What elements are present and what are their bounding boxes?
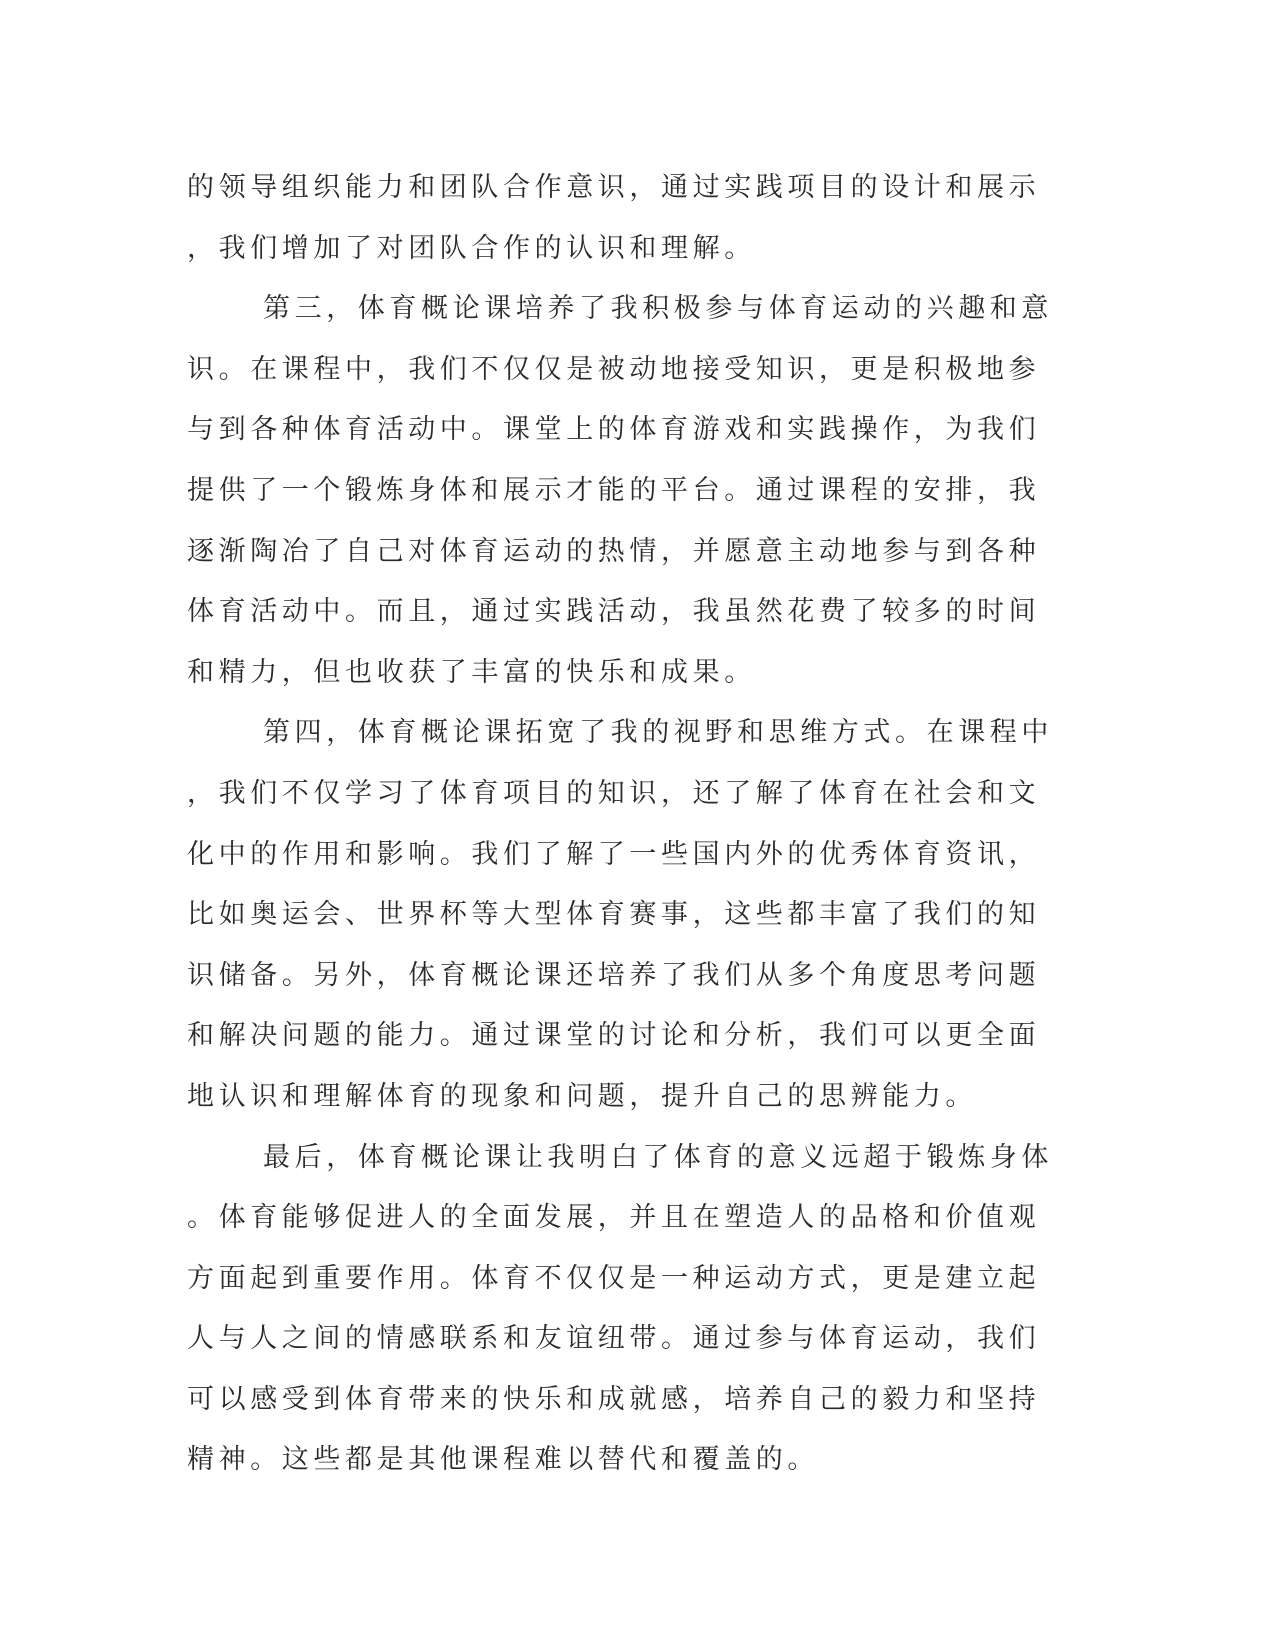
paragraph-fourth-point: 第四，体育概论课拓宽了我的视野和思维方式。在课程中，我们不仅学习了体育项目的知识，还了解了体育在社会和文化中的作用和影响。我们了解了一些国内外的优秀体育资讯，比如奥运会、世界杯等大型体育赛事，这些都丰富了我们的知识储备。另外，体育概论课还培养了我们从多个角度思考问题和解决问题的能力。通过课堂的讨论和分析，我们可以更全面地认识和理解体育的现象和问题，提升自己的思辨能力。 <box>187 717 1053 1112</box>
paragraph-continued: 的领导组织能力和团队合作意识，通过实践项目的设计和展示，我们增加了对团队合作的认识和理解。 <box>187 172 1041 264</box>
body-text <box>187 158 1067 1491</box>
paragraph-third-point: 第三，体育概论课培养了我积极参与体育运动的兴趣和意识。在课程中，我们不仅仅是被动地接受知识，更是积极地参与到各种体育活动中。课堂上的体育游戏和实践操作，为我们提供了一个锻炼身体和展示才能的平台。通过课程的安排，我逐渐陶冶了自己对体育运动的热情，并愿意主动地参与到各种体育活动中。而且，通过实践活动，我虽然花费了较多的时间和精力，但也收获了丰富的快乐和成果。 <box>187 293 1053 688</box>
paragraph-conclusion: 最后，体育概论课让我明白了体育的意义远超于锻炼身体。体育能够促进人的全面发展，并且在塑造人的品格和价值观方面起到重要作用。体育不仅仅是一种运动方式，更是建立起人与人之间的情感联系和友谊纽带。通过参与体育运动，我们可以感受到体育带来的快乐和成就感，培养自己的毅力和坚持精神。这些都是其他课程难以替代和覆盖的。 <box>187 1141 1053 1476</box>
